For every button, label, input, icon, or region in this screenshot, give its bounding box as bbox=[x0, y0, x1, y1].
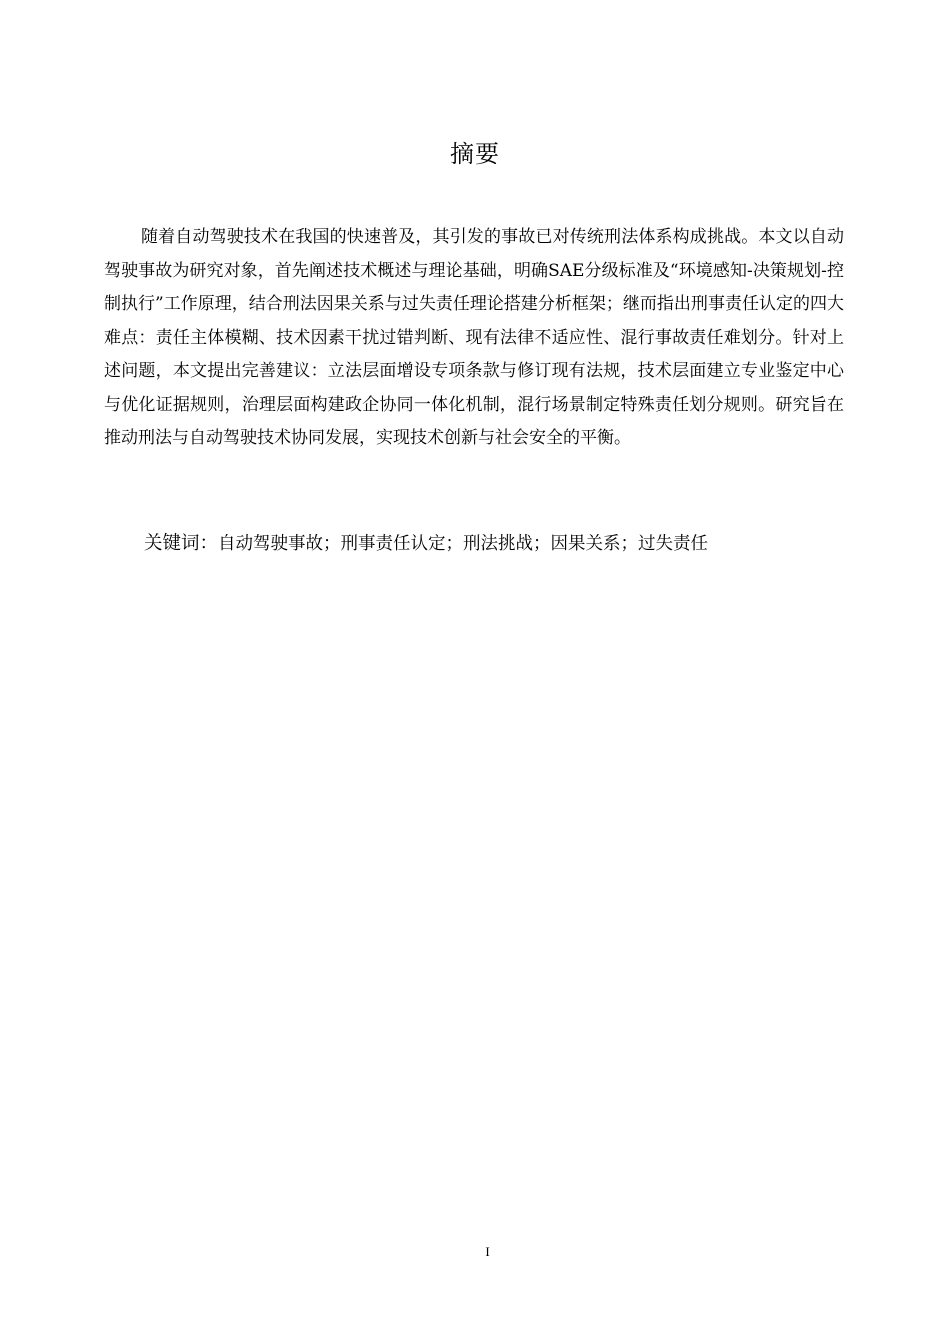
keywords-text: 自动驾驶事故；刑事责任认定；刑法挑战；因果关系；过失责任 bbox=[218, 534, 709, 554]
abstract-body: 随着自动驾驶技术在我国的快速普及，其引发的事故已对传统刑法体系构成挑战。本文以自动驾驶事故为研究对象，首先阐述技术概述与理论基础，明确SAE分级标准及“环境感知-决策规划-控制执行”工作原理，结合刑法因果关系与过失责任理论搭建分析框架；继而指出刑事责任认定的四大难点：责任主体模糊、技术因素干扰过错判断、现有法律不适应性、混行事故责任难划分。针对上述问题，本文提出完善建议：立法层面增设专项条款与修订现有法规，技术层面建立专业鉴定中心与优化证据规则，治理层面构建政企协同一体化机制，混行场景制定特殊责任划分规则。研究旨在推动刑法与自动驾驶技术协同发展，实现技术创新与社会安全的平衡。 bbox=[104, 227, 844, 448]
abstract-title: 摘要 bbox=[450, 140, 500, 168]
page-number: I bbox=[485, 1244, 490, 1259]
keywords-label: 关键词： bbox=[144, 533, 219, 554]
keywords-line bbox=[144, 528, 844, 560]
